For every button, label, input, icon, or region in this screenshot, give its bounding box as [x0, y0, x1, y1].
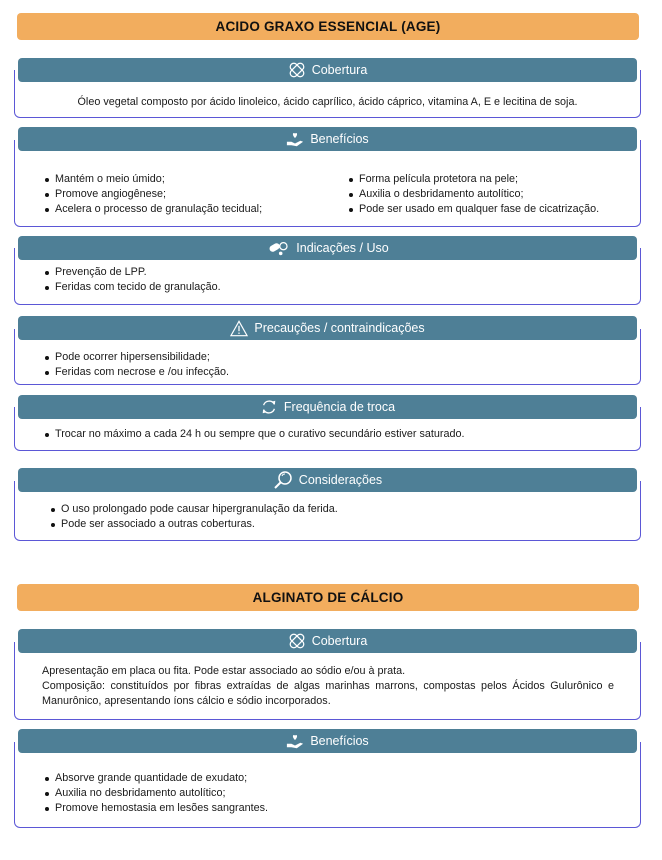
list-item: O uso prolongado pode causar hipergranulação da ferida. [50, 502, 610, 517]
list-item: Forma película protetora na pele; [348, 172, 638, 187]
hand-heart-icon [286, 130, 304, 148]
pills-icon [266, 239, 290, 257]
list-item: Promove hemostasia em lesões sangrantes. [44, 801, 604, 816]
indicacoes-list [44, 265, 604, 295]
frequencia-heading: Frequência de troca [283, 400, 396, 414]
beneficios-list-right [348, 172, 638, 217]
section-title-alginato: ALGINATO DE CÁLCIO [17, 584, 639, 611]
consideracoes-heading: Considerações [298, 473, 383, 487]
list-item: Auxilia o desbridamento autolítico; [348, 187, 638, 202]
list-item: Feridas com tecido de granulação. [44, 280, 604, 295]
precaucoes-list [44, 350, 604, 380]
cobertura-header-age [18, 58, 637, 82]
hand-heart-icon [286, 732, 304, 750]
frequencia-list [44, 427, 634, 442]
cobertura-header-alginato [18, 629, 637, 653]
cobertura-heading: Cobertura [311, 63, 368, 77]
list-item: Promove angiogênese; [44, 187, 334, 202]
indicacoes-heading: Indicações / Uso [296, 241, 389, 255]
list-item: Acelera o processo de granulação tecidual; [44, 202, 334, 217]
list-item: Pode ocorrer hipersensibilidade; [44, 350, 604, 365]
list-item: Trocar no máximo a cada 24 h ou sempre que o curativo secundário estiver saturado. [44, 427, 634, 442]
consideracoes-list [50, 502, 610, 532]
cobertura-line1-alginato: Apresentação em placa ou fita. Pode estar associado ao sódio e/ou à prata. [42, 665, 406, 677]
cobertura-text-age: Óleo vegetal composto por ácido linoleico, ácido caprílico, ácido cáprico, vitamina A, E e lecitina de soja. [77, 96, 578, 108]
cobertura-line2-alginato: Composição: constituídos por fibras extraídas de algas marinhas marrons, compostas pelos Ácidos Gulurônico e Manurônico, apresentando íons cálcio e sódio incorporados. [42, 680, 614, 707]
list-item: Pode ser usado em qualquer fase de cicatrização. [348, 202, 638, 217]
section-title-age: ACIDO GRAXO ESSENCIAL (AGE) [17, 13, 639, 40]
frequencia-header [18, 395, 637, 419]
list-item: Mantém o meio úmido; [44, 172, 334, 187]
warning-icon [230, 320, 248, 337]
precaucoes-header [18, 316, 637, 340]
consideracoes-header [18, 468, 637, 492]
bandage-icon [288, 61, 306, 79]
bandage-icon [288, 632, 306, 650]
list-item: Auxilia no desbridamento autolítico; [44, 786, 604, 801]
beneficios-header-age [18, 127, 637, 151]
list-item: Pode ser associado a outras coberturas. [50, 517, 610, 532]
beneficios-heading: Benefícios [310, 734, 369, 748]
list-item: Feridas com necrose e /ou infecção. [44, 365, 604, 380]
list-item: Absorve grande quantidade de exudato; [44, 771, 604, 786]
list-item: Prevenção de LPP. [44, 265, 604, 280]
magnifier-icon [273, 470, 293, 490]
refresh-icon [260, 398, 278, 416]
precaucoes-heading: Precauções / contraindicações [254, 321, 425, 335]
indicacoes-header [18, 236, 637, 260]
beneficios-list-alginato [44, 771, 604, 816]
beneficios-header-alginato [18, 729, 637, 753]
cobertura-heading: Cobertura [311, 634, 368, 648]
beneficios-heading: Benefícios [310, 132, 369, 146]
beneficios-list-left [44, 172, 334, 217]
